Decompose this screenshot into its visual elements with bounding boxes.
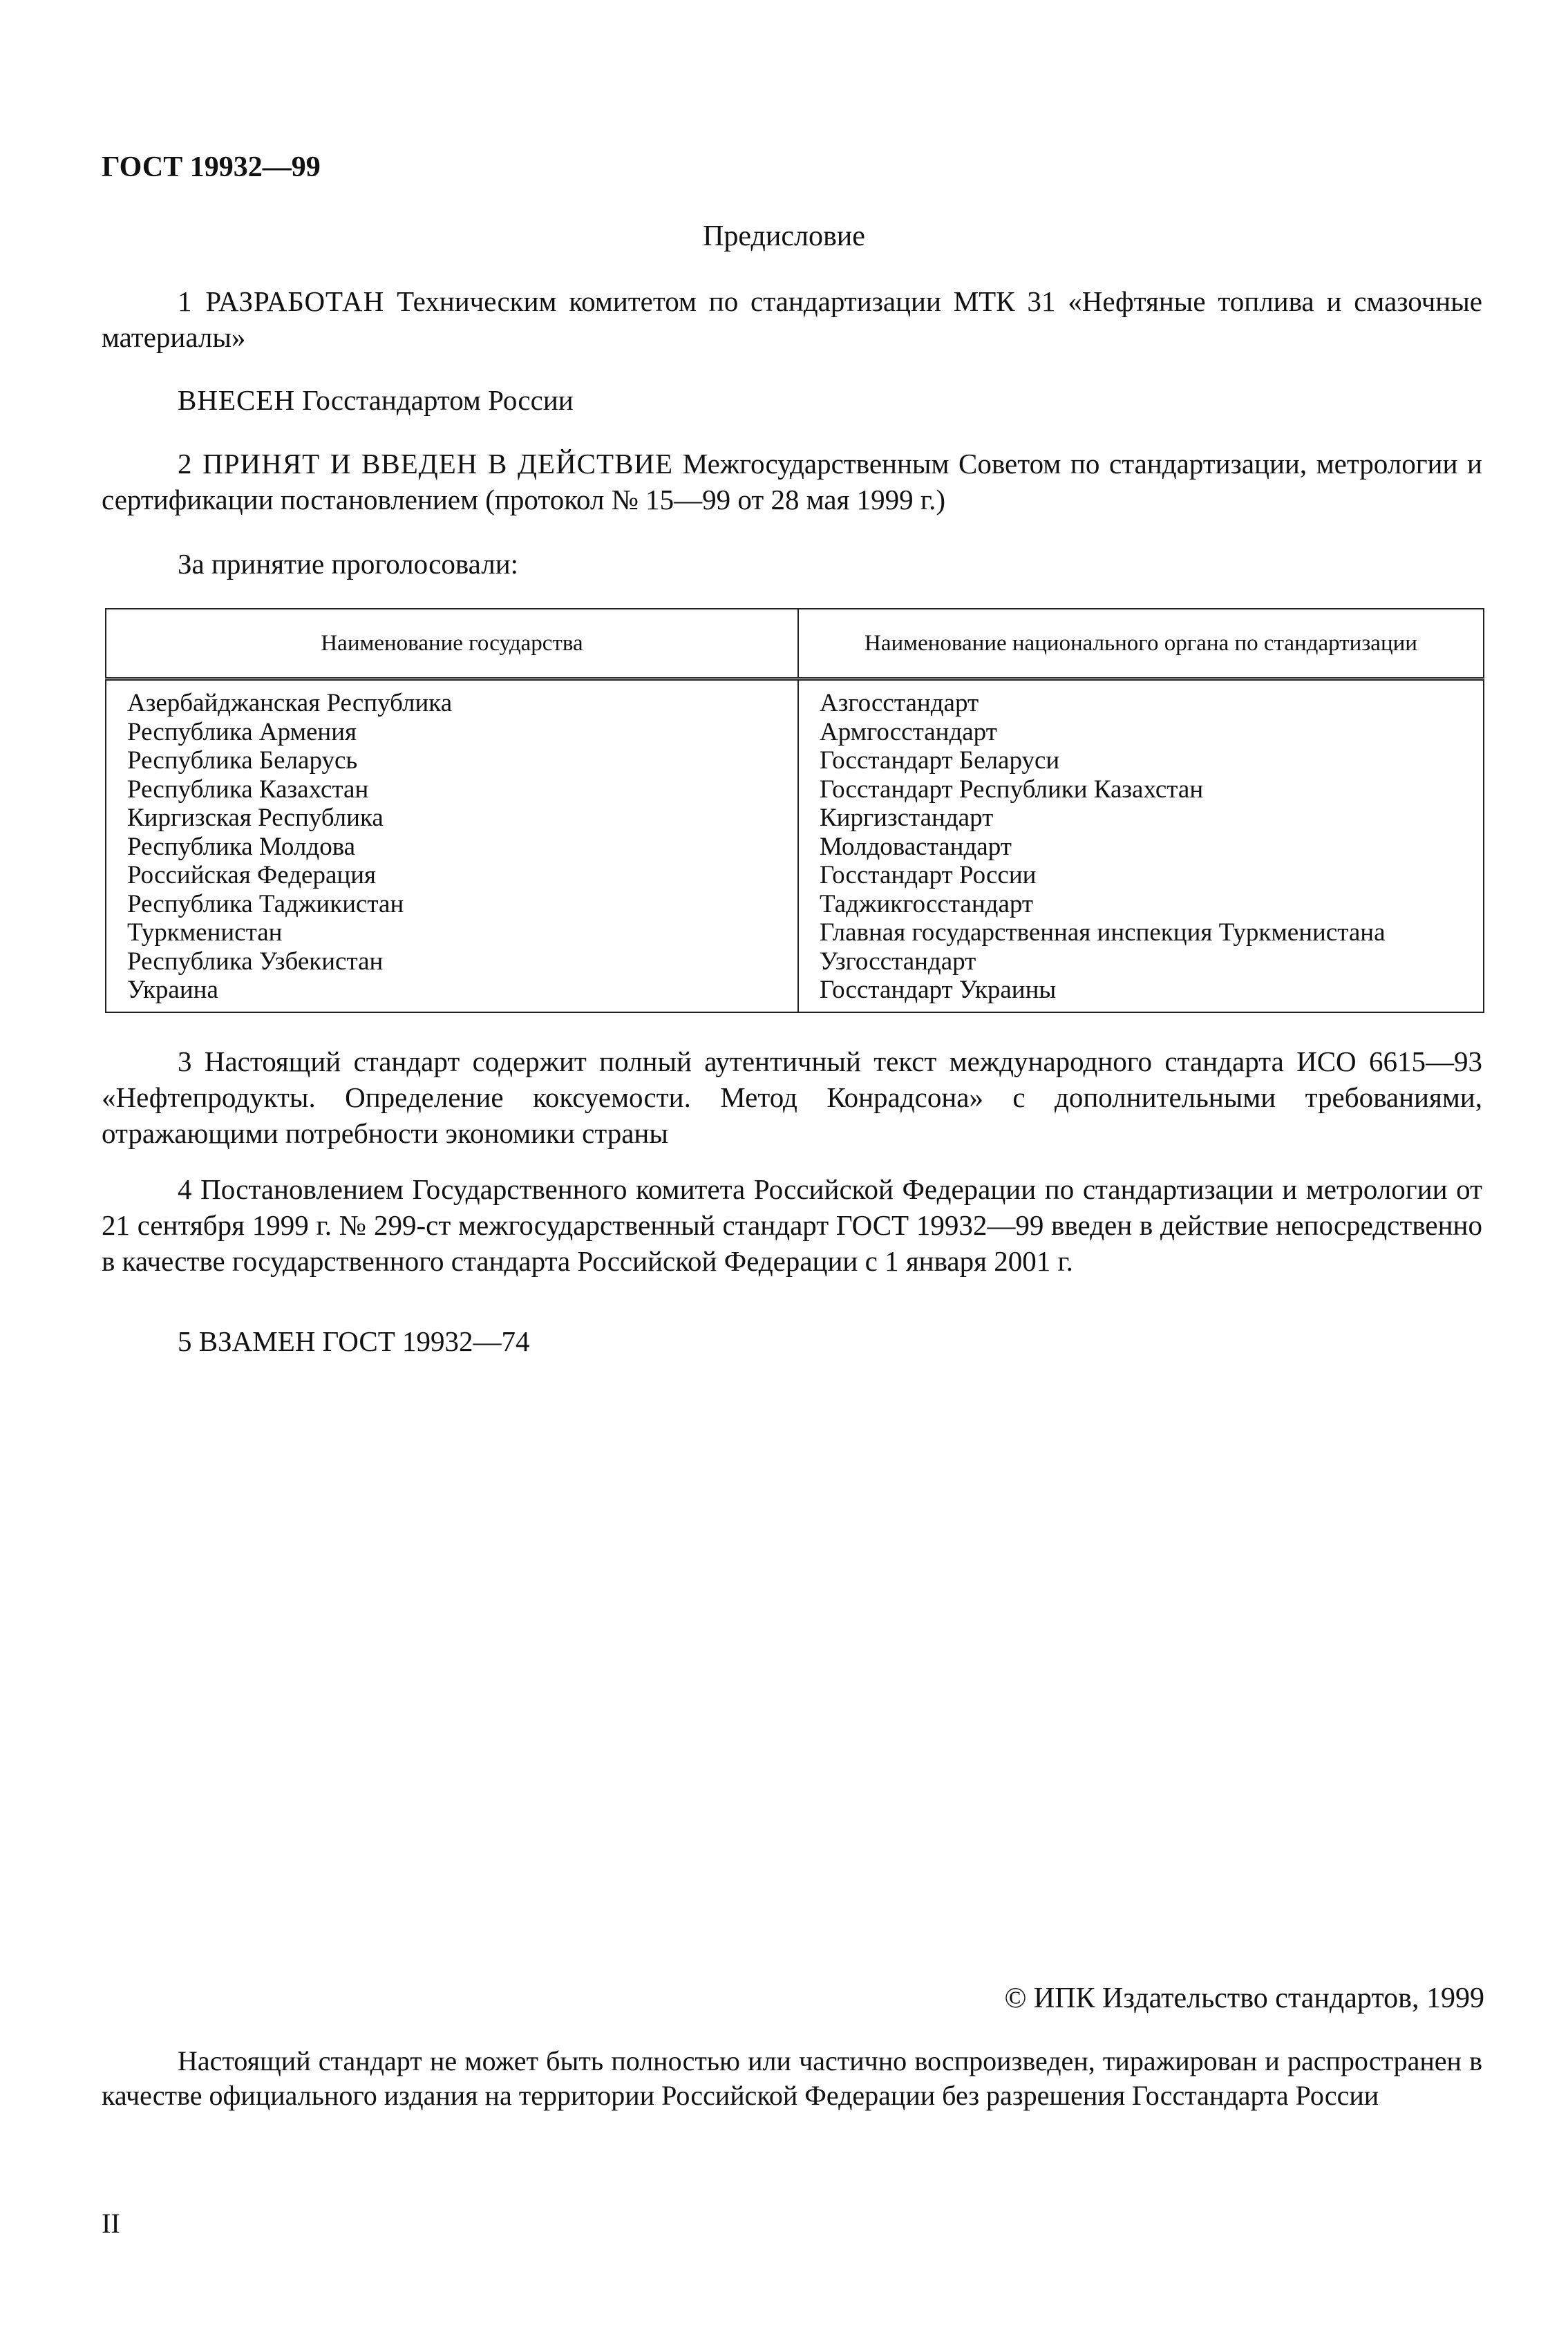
- paragraph-1-lead: 1 РАЗРАБОТАН: [178, 285, 385, 317]
- national-body-name: Таджикгосстандарт: [820, 889, 1034, 918]
- paragraph-3: 3 Настоящий стандарт содержит полный аутентичный текст международного стандарта ИСО 6615—93 «Нефтепродукты. Определение коксуемости. Метод Конрадсона» с дополнительными требованиями, отражающими потребности экономики страны: [102, 1045, 1482, 1149]
- document-code: ГОСТ 19932—99: [102, 151, 321, 183]
- national-body-name: Молдовастандарт: [820, 832, 1012, 861]
- preface-title: Предисловие: [703, 220, 865, 252]
- paragraph-1b-lead: ВНЕСЕН: [178, 384, 295, 416]
- copyright-line: © ИПК Издательство стандартов, 1999: [1004, 1982, 1484, 2014]
- paragraph-4: 4 Постановлением Государственного комитета Российской Федерации по стандартизации и метрологии от 21 сентября 1999 г. № 299-ст межгосударственный стандарт ГОСТ 19932—99 введен в действие непосредственно в качестве государственного стандарта Российской Федерации с 1 января 2001 г.: [102, 1173, 1482, 1277]
- national-bodies-cell: [798, 679, 1484, 1012]
- national-body-name: Узгосстандарт: [820, 947, 976, 976]
- state-name: Республика Казахстан: [127, 775, 369, 804]
- national-body-name: Госстандарт Республики Казахстан: [820, 775, 1204, 804]
- column-header-national-body: Наименование национального органа по стандартизации: [798, 609, 1484, 679]
- state-name: Республика Молдова: [127, 832, 356, 861]
- national-body-name: Армгосстандарт: [820, 717, 997, 746]
- state-name: Киргизская Республика: [127, 804, 384, 832]
- national-body-name: Госстандарт Украины: [820, 976, 1057, 1004]
- national-body-name: Госстандарт России: [820, 861, 1037, 889]
- national-body-name: Главная государственная инспекция Туркменистана: [820, 918, 1386, 947]
- national-body-name: Азгосстандарт: [820, 689, 979, 717]
- table-body-row: [106, 679, 1484, 1012]
- state-name: Украина: [127, 976, 218, 1004]
- paragraph-5: 5 ВЗАМЕН ГОСТ 19932—74: [178, 1325, 530, 1357]
- state-names-cell: [106, 679, 798, 1012]
- national-body-name: Госстандарт Беларуси: [820, 746, 1060, 775]
- state-name: Республика Узбекистан: [127, 947, 384, 976]
- state-name: Республика Таджикистан: [127, 889, 404, 918]
- table-header-row: [106, 609, 1484, 679]
- paragraph-2: [102, 446, 1482, 518]
- paragraph-1-text: Техническим комитетом по стандартизации МТК 31 «Нефтяные топлива и смазочные материалы»: [102, 285, 1482, 353]
- paragraph-1: [102, 283, 1482, 355]
- paragraph-1b: [178, 382, 1482, 418]
- page-number: II: [102, 2208, 120, 2239]
- state-name: Республика Армения: [127, 717, 357, 746]
- paragraph-2-lead: 2 ПРИНЯТ И ВВЕДЕН В ДЕЙСТВИЕ: [178, 448, 674, 480]
- voting-table: [105, 608, 1484, 1013]
- paragraph-2-text: Межгосударственным Советом по стандартизации, метрологии и сертификации постановлением (протокол № 15—99 от 28 мая 1999 г.): [102, 448, 1483, 515]
- state-name: Республика Беларусь: [127, 746, 358, 775]
- reproduction-notice: Настоящий стандарт не может быть полностью или частично воспроизведен, тиражирован и распространен в качестве официального издания на территории Российской Федерации без разрешения Госстандарта России: [102, 2045, 1482, 2111]
- paragraph-1b-text: Госстандартом России: [295, 384, 574, 416]
- paragraph-voters-intro: За принятие проголосовали:: [178, 548, 519, 580]
- national-body-name: Киргизстандарт: [820, 804, 994, 832]
- state-name: Туркменистан: [127, 918, 283, 947]
- column-header-state: Наименование государства: [106, 609, 798, 679]
- state-name: Азербайджанская Республика: [127, 689, 453, 717]
- state-name: Российская Федерация: [127, 861, 377, 889]
